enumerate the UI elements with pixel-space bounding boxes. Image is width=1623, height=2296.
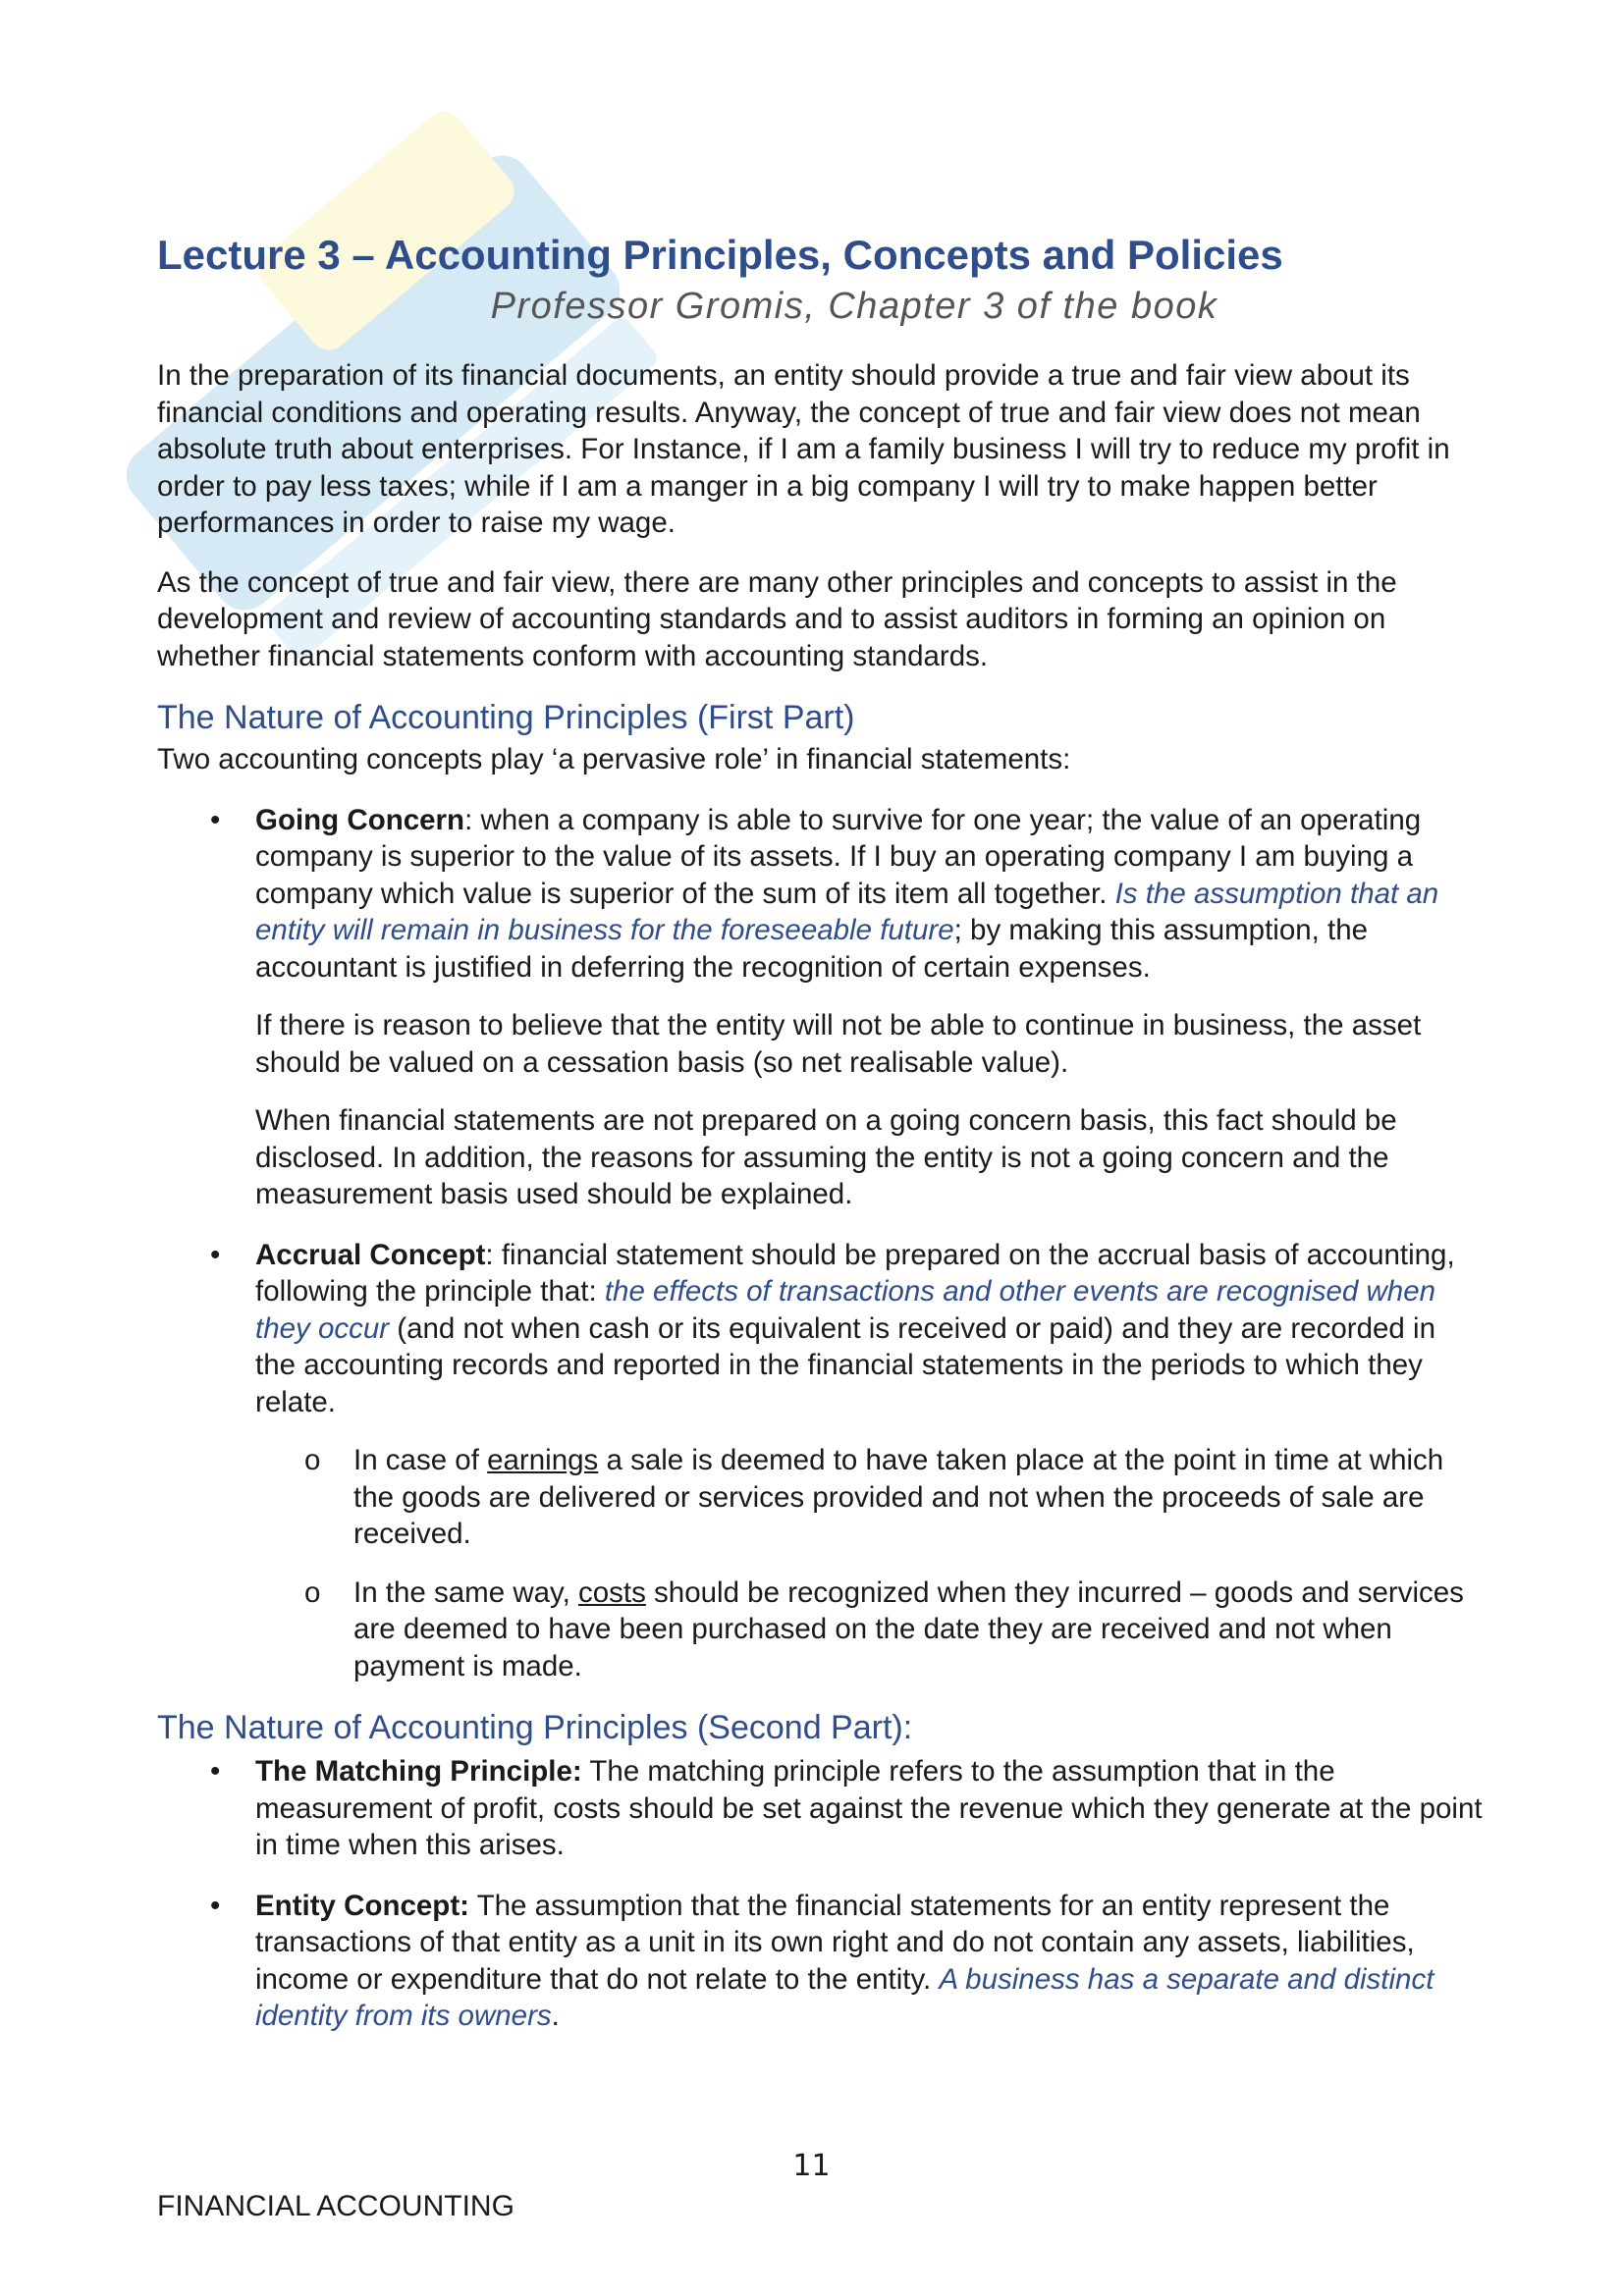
- entity-emphasis: A business has a separate and distinct identity from its owners: [255, 1962, 1434, 2032]
- sub-bullet-icon: o: [304, 1575, 321, 1609]
- bullet-icon: •: [210, 1238, 221, 1271]
- entity-text-end: .: [551, 2000, 560, 2032]
- accrual-sub-list: [255, 1442, 1483, 1684]
- section-heading-first-part: The Nature of Accounting Principles (First Part): [157, 699, 855, 736]
- going-concern-paragraph: [255, 802, 1483, 987]
- matching-paragraph: [255, 1753, 1483, 1864]
- bullet-icon: •: [210, 1889, 221, 1922]
- entity-text: The assumption that the financial statements for an entity represent the transactions of that entity as a unit in its own right and do not contain any assets, liabilities, income or expenditure that do not relate to the entity.: [255, 1889, 1415, 1996]
- accrual-text-end: (and not when cash or its equivalent is received or paid) and they are recorded in the accounting records and reported in the financial statements in the periods to which they relate.: [255, 1311, 1435, 1418]
- lecture-subtitle: Professor Gromis, Chapter 3 of the book: [490, 286, 1218, 327]
- lecture-title: [157, 224, 1483, 287]
- bullet-icon: •: [210, 1755, 221, 1788]
- entity-term: Entity Concept:: [255, 1889, 469, 1922]
- page-number: 11: [792, 2149, 831, 2183]
- sub-item-earnings: [255, 1442, 1483, 1553]
- section-intro: Two accounting concepts play ‘a pervasive role’ in financial statements:: [157, 743, 1071, 775]
- principles-list: [157, 1753, 1483, 2035]
- concepts-list: [157, 802, 1483, 1685]
- intro-paragraph-2: As the concept of true and fair view, there are many other principles and concepts to assist in the development and review of accounting standards and to assist auditors in forming an opinion on whether financial statements conform with accounting standards.: [157, 565, 1397, 672]
- accrual-text: : financial statement should be prepared on the accrual basis of accounting, following the principle that:: [255, 1238, 1455, 1308]
- section-heading-second-part: The Nature of Accounting Principles (Second Part):: [157, 1709, 913, 1746]
- entity-paragraph: [255, 1888, 1483, 2035]
- earnings-text-end: a sale is deemed to have taken place at the point in time at which the goods are delivered or services provided and not when the proceeds of sale are received.: [353, 1444, 1444, 1550]
- accrual-paragraph: [255, 1237, 1483, 1421]
- list-item-going-concern: [157, 802, 1483, 1213]
- going-concern-paragraph-2: If there is reason to believe that the entity will not be able to continue in business, the asset should be valued on a cessation basis (so net realisable value).: [255, 1009, 1422, 1079]
- earnings-paragraph: [353, 1442, 1483, 1553]
- costs-text-end: should be recognized when they incurred – goods and services are deemed to have been purchased on the date they are received and not when payment is made.: [353, 1575, 1464, 1682]
- page-content: [157, 224, 1483, 2035]
- earnings-text-start: In case of: [353, 1444, 488, 1476]
- list-item-entity-concept: [157, 1888, 1483, 2035]
- going-concern-text-end: ; by making this assumption, the accountant is justified in deferring the recognition of certain expenses.: [255, 914, 1369, 984]
- going-concern-term: Going Concern: [255, 803, 465, 836]
- matching-text: The matching principle refers to the assumption that in the measurement of profit, costs should be set against the revenue which they generate at the point in time when this arises.: [255, 1755, 1483, 1861]
- list-item-matching-principle: [157, 1753, 1483, 1864]
- costs-underlined: costs: [578, 1575, 646, 1609]
- matching-term: The Matching Principle:: [255, 1755, 582, 1788]
- bullet-icon: •: [210, 803, 221, 836]
- costs-paragraph: [353, 1575, 1483, 1685]
- costs-text-start: In the same way,: [353, 1575, 578, 1609]
- intro-paragraph-1: In the preparation of its financial documents, an entity should provide a true and fair view about its financial conditions and operating results. Anyway, the concept of true and fair view does not mean absolute truth about enterprises. For Instance, if I am a family business I will try to reduce my profit in order to pay less taxes; while if I am a manger in a big company I will try to make happen better performances in order to raise my wage.: [157, 359, 1450, 539]
- lecture-title-text: – Accounting Principles, Concepts and Policies: [340, 232, 1283, 278]
- going-concern-text: : when a company is able to survive for one year; the value of an operating company is superior to the value of its assets. If I buy an operating company I am buying a company which value is superior of the sum of its item all together.: [255, 803, 1422, 910]
- footer-course-title: FINANCIAL ACCOUNTING: [157, 2190, 514, 2222]
- sub-item-costs: [255, 1575, 1483, 1685]
- lecture-number: Lecture 3: [157, 232, 341, 278]
- accrual-emphasis: the effects of transactions and other events are recognised when they occur: [255, 1275, 1436, 1345]
- earnings-underlined: earnings: [487, 1444, 599, 1476]
- going-concern-emphasis: Is the assumption that an entity will remain in business for the foreseeable future: [255, 877, 1439, 946]
- accrual-term: Accrual Concept: [255, 1238, 486, 1271]
- sub-bullet-icon: o: [304, 1444, 321, 1476]
- going-concern-paragraph-3: When financial statements are not prepared on a going concern basis, this fact should be disclosed. In addition, the reasons for assuming the entity is not a going concern and the measurement basis used should be explained.: [255, 1104, 1397, 1210]
- list-item-accrual-concept: [157, 1237, 1483, 1685]
